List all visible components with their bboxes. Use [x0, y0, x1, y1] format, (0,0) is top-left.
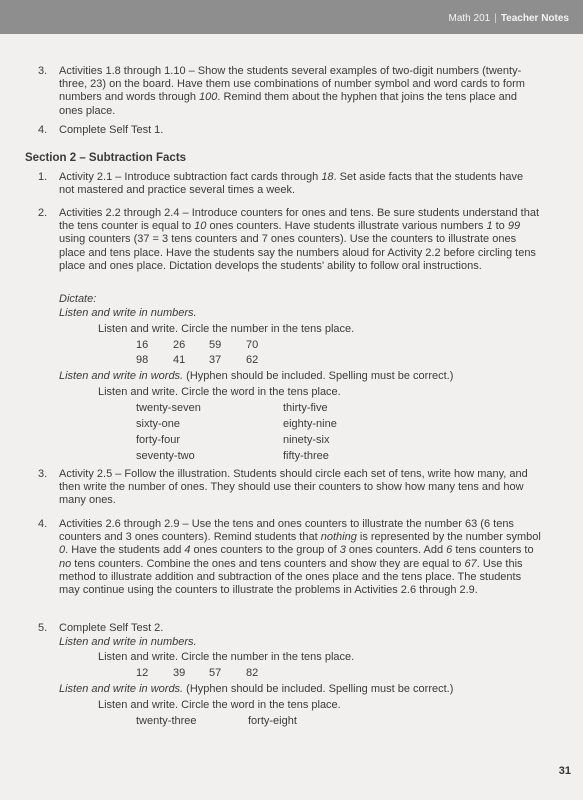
numbers-instruction: Listen and write. Circle the number in the tens place.: [98, 651, 355, 663]
dictation-word: forty-eight: [248, 715, 297, 727]
dictation-number: 16: [136, 339, 149, 351]
list-number: 5.: [38, 622, 48, 634]
dictation-word: seventy-two: [136, 450, 195, 462]
page-number: 31: [558, 764, 571, 777]
dictation-number: 37: [209, 354, 222, 366]
list-number: 1.: [38, 171, 48, 183]
dictation-word: twenty-seven: [136, 402, 201, 414]
list-number: 3.: [38, 65, 48, 77]
activity-2-5-paragraph: Activity 2.5 – Follow the illustration. Students should circle each set of tens, write how many, and then write the number of ones. They should use their counters to show how many tens and how many ones.: [59, 468, 528, 507]
list-number: 3.: [38, 468, 48, 480]
dictation-word: fifty-three: [283, 450, 329, 462]
dictation-number: 82: [246, 667, 259, 679]
words-label: Listen and write in words. (Hyphen should be included. Spelling must be correct.): [59, 683, 454, 695]
dictation-word: forty-four: [136, 434, 181, 446]
dictation-number: 57: [209, 667, 222, 679]
dictation-number: 12: [136, 667, 149, 679]
dictation-number: 41: [173, 354, 186, 366]
dictation-number: 98: [136, 354, 149, 366]
numbers-instruction: Listen and write. Circle the number in the tens place.: [98, 323, 355, 335]
dictation-number: 62: [246, 354, 259, 366]
activity-2-6-paragraph: Activities 2.6 through 2.9 – Use the tens and ones counters to illustrate the number 63 (6 tens counters and 3 ones counters). Remind students that nothing is represented by the number symbol 0. Have the students add 4 ones counters to the group of 3 ones counters. Add 6 tens counters to no tens counters. Combine the ones and tens counters and show they are equal to 67. Use this method to illustrate addition and subtraction of the ones place and the tens place. The students may continue using the counters to illustrate the problems in Activities 2.6 through 2.9.: [59, 518, 541, 597]
dictation-word: thirty-five: [283, 402, 328, 414]
dictation-number: 39: [173, 667, 186, 679]
self-test-2-paragraph: Complete Self Test 2.: [59, 622, 164, 634]
numbers-label: Listen and write in numbers.: [59, 636, 197, 648]
dictation-number: 70: [246, 339, 259, 351]
words-instruction: Listen and write. Circle the word in the tens place.: [98, 386, 341, 398]
activity-2-2-paragraph: Activities 2.2 through 2.4 – Introduce counters for ones and tens. Be sure students understand that the tens counter is equal to 10 ones counters. Have students illustrate various numbers 1 to 99 using counters (37 = 3 tens counters and 7 ones counters). Use the counters to illustrate ones place and tens place. Have the students say the numbers aloud for Activity 2.2 before circling tens place and ones place. Dictation develops the students' ability to follow oral instructions.: [59, 207, 540, 272]
course-label: Math 201: [448, 13, 491, 24]
words-instruction: Listen and write. Circle the word in the tens place.: [98, 699, 341, 711]
self-test-1-paragraph: Complete Self Test 1.: [59, 124, 164, 136]
section-heading: Section 2 – Subtraction Facts: [25, 152, 187, 164]
dictation-word: eighty-nine: [283, 418, 337, 430]
teacher-notes-label: Teacher Notes: [500, 13, 569, 24]
dictate-label: Dictate:: [59, 293, 97, 305]
list-number: 4.: [38, 124, 48, 136]
header-separator: |: [494, 13, 497, 24]
activity-1-8-paragraph: Activities 1.8 through 1.10 – Show the students several examples of two-digit numbers (twenty-three, 23) on the board. Have them use combinations of number symbol and word cards to form numbers and words through 100. Remind them about the hyphen that joins the tens place and ones place.: [59, 65, 525, 117]
list-number: 2.: [38, 207, 48, 219]
numbers-label: Listen and write in numbers.: [59, 307, 197, 319]
dictation-number: 26: [173, 339, 186, 351]
words-label: Listen and write in words. (Hyphen should be included. Spelling must be correct.): [59, 370, 454, 382]
dictation-word: ninety-six: [283, 434, 330, 446]
activity-2-1-paragraph: Activity 2.1 – Introduce subtraction fact cards through 18. Set aside facts that the students have not mastered and practice several times a week.: [59, 171, 524, 197]
dictation-word: twenty-three: [136, 715, 197, 727]
dictation-word: sixty-one: [136, 418, 181, 430]
list-number: 4.: [38, 518, 48, 530]
dictation-number: 59: [209, 339, 222, 351]
